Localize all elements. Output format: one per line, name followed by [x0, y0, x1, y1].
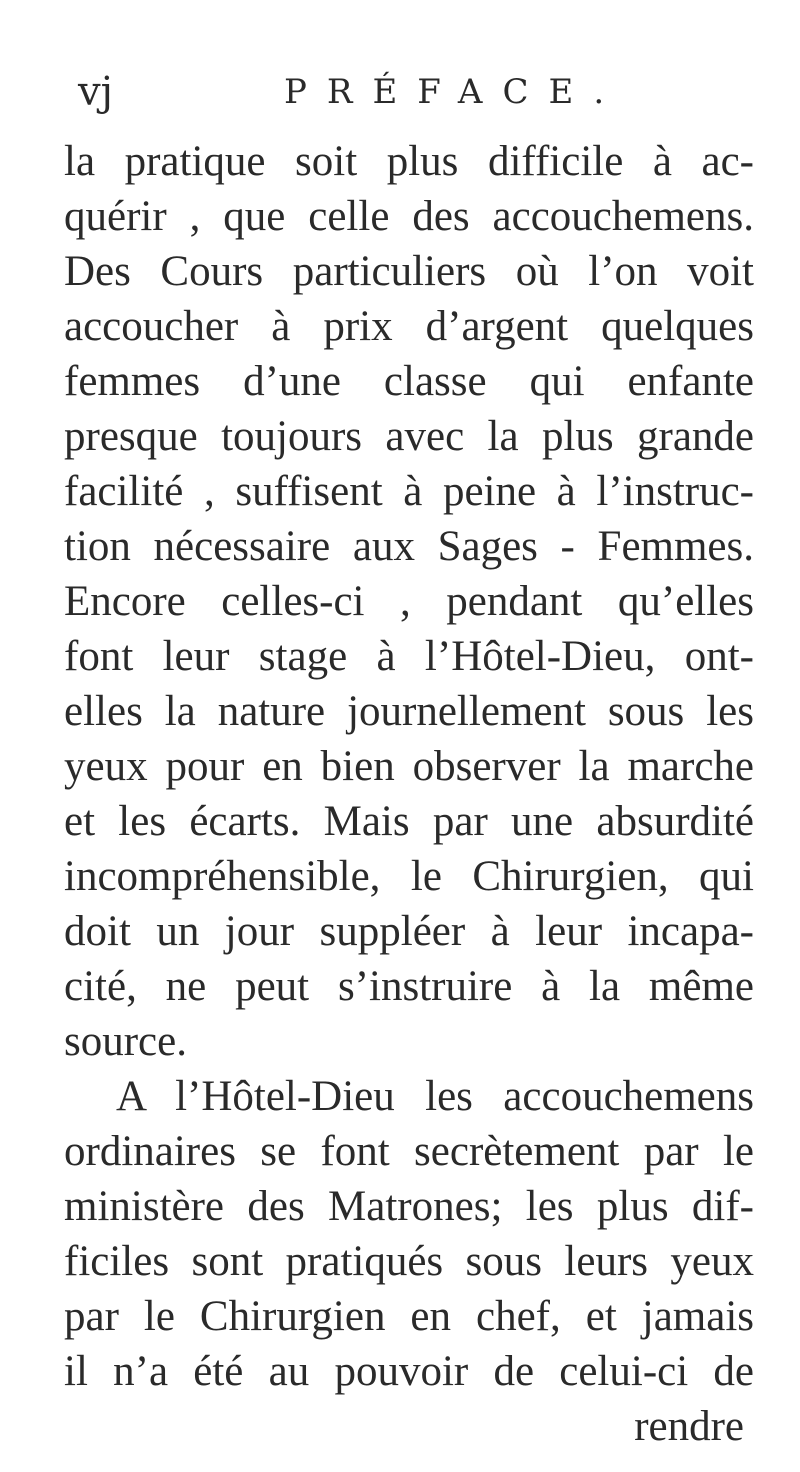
text-line: cité, ne peut s’instruire à la même: [64, 963, 754, 1010]
text-line: et les écarts. Mais par une absurdité: [64, 798, 754, 845]
text-line: femmes d’une classe qui enfante: [64, 358, 754, 405]
text-line: la pratique soit plus difficile à ac-: [64, 138, 754, 185]
text-line-paragraph-end: source.: [64, 1018, 187, 1065]
text-line: Des Cours particuliers où l’on voit: [64, 248, 754, 295]
text-line: Encore celles-ci , pendant qu’elles: [64, 578, 754, 625]
body-text: [64, 134, 754, 1454]
text-line: elles la nature journellement sous les: [64, 688, 754, 735]
text-line: tion nécessaire aux Sages - Femmes.: [64, 523, 754, 570]
text-line: incompréhensible, le Chirurgien, qui: [64, 853, 754, 900]
text-line: font leur stage à l’Hôtel-Dieu, ont-: [64, 633, 754, 680]
page-number: vj: [78, 69, 113, 115]
text-line: par le Chirurgien en chef, et jamais: [64, 1293, 754, 1340]
running-head: [64, 54, 748, 118]
text-line: doit un jour suppléer à leur incapa-: [64, 908, 754, 955]
text-line: ficiles sont pratiqués sous leurs yeux: [64, 1238, 754, 1285]
text-line: accoucher à prix d’argent quelques: [64, 303, 754, 350]
text-line: presque toujours avec la plus grande: [64, 413, 754, 460]
catchword: rendre: [634, 1403, 744, 1450]
text-line-paragraph-start: A l’Hôtel-Dieu les accouchemens: [116, 1073, 754, 1120]
text-line: ministère des Matrones; les plus dif-: [64, 1183, 754, 1230]
text-line: il n’a été au pouvoir de celui-ci de: [64, 1348, 754, 1395]
text-line: facilité , suffisent à peine à l’instruc-: [64, 468, 754, 515]
text-line: yeux pour en bien observer la marche: [64, 743, 754, 790]
text-line: ordinaires se font secrètement par le: [64, 1128, 754, 1175]
running-title: PRÉFACE.: [284, 72, 625, 112]
text-line: quérir , que celle des accouchemens.: [64, 193, 754, 240]
